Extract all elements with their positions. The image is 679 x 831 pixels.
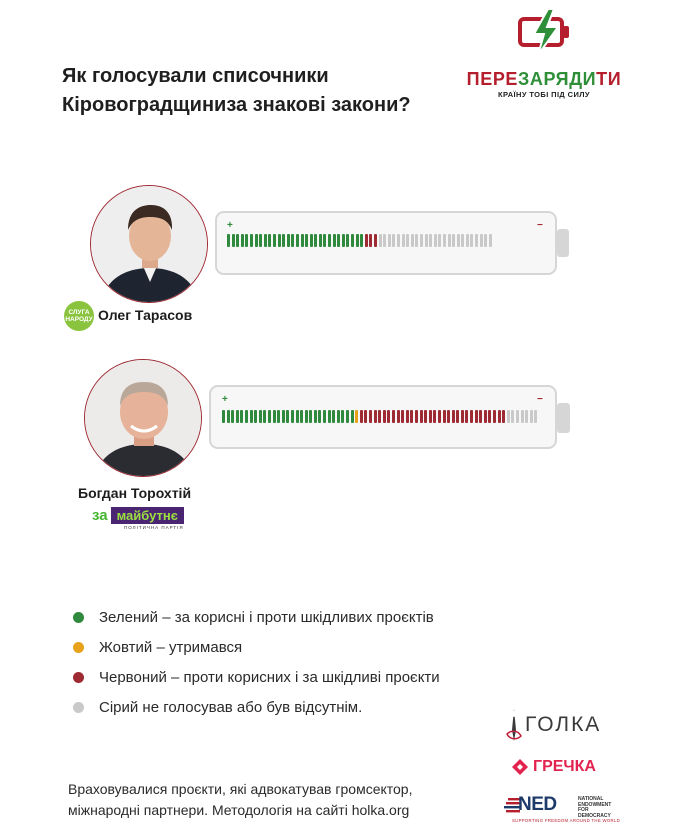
- red-vote-bar: [365, 234, 368, 247]
- battery-cap: [557, 403, 570, 433]
- green-vote-bar: [236, 410, 239, 423]
- green-vote-bar: [309, 410, 312, 423]
- green-vote-bar: [346, 410, 349, 423]
- red-vote-bar: [360, 410, 363, 423]
- absent-vote-bar: [448, 234, 451, 247]
- red-vote-bar: [484, 410, 487, 423]
- absent-vote-bar: [516, 410, 519, 423]
- absent-vote-bar: [411, 234, 414, 247]
- red-vote-bar: [443, 410, 446, 423]
- party-badge-subtitle: ПОЛІТИЧНА ПАРТІЯ: [124, 525, 184, 530]
- green-vote-bar: [305, 410, 308, 423]
- battery-cap: [557, 229, 569, 257]
- red-vote-bar: [364, 410, 367, 423]
- green-vote-bar: [286, 410, 289, 423]
- page-title: [62, 62, 482, 120]
- red-vote-bar: [406, 410, 409, 423]
- brand-tagline: КРАЇНУ ТОБІ ПІД СИЛУ: [498, 90, 590, 99]
- green-vote-bar: [227, 410, 230, 423]
- green-vote-bar: [282, 234, 285, 247]
- green-vote-bar: [236, 234, 239, 247]
- methodology-note-line-1: Враховувалися проєкти, які адвокатував громсектор,: [68, 781, 413, 797]
- vote-battery: [215, 211, 571, 275]
- yellow-vote-bar: [355, 410, 358, 423]
- red-vote-bar: [374, 410, 377, 423]
- green-vote-bar: [241, 234, 244, 247]
- vote-battery: [209, 385, 573, 449]
- green-vote-bar: [300, 410, 303, 423]
- green-vote-bar: [291, 234, 294, 247]
- green-vote-bar: [264, 234, 267, 247]
- green-vote-bar: [310, 234, 313, 247]
- legend-item: [73, 632, 440, 662]
- green-vote-bar: [351, 234, 354, 247]
- green-vote-bar: [245, 410, 248, 423]
- legend-item: [73, 692, 440, 722]
- green-vote-bar: [323, 410, 326, 423]
- candidate-name: Олег Тарасов: [98, 307, 193, 323]
- green-vote-bar: [273, 410, 276, 423]
- red-vote-bar: [447, 410, 450, 423]
- absent-vote-bar: [452, 234, 455, 247]
- absent-vote-bar: [511, 410, 514, 423]
- absent-vote-bar: [475, 234, 478, 247]
- green-vote-bar: [296, 234, 299, 247]
- red-vote-bar: [374, 234, 377, 247]
- green-vote-bar: [273, 234, 276, 247]
- red-vote-bar: [461, 410, 464, 423]
- red-vote-bar: [433, 410, 436, 423]
- ned-logo: [504, 794, 624, 826]
- methodology-note: [68, 779, 488, 821]
- absent-vote-bar: [392, 234, 395, 247]
- brand-name-part-2: ЗАРЯДИ: [518, 69, 597, 89]
- green-vote-bar: [259, 234, 262, 247]
- red-vote-bar: [493, 410, 496, 423]
- party-badge-line-2: НАРОДУ: [65, 316, 93, 323]
- red-vote-bar: [415, 410, 418, 423]
- green-vote-bar: [277, 410, 280, 423]
- brand-logo: [456, 8, 632, 104]
- absent-vote-bar: [461, 234, 464, 247]
- red-vote-bar: [475, 410, 478, 423]
- red-vote-bar: [383, 410, 386, 423]
- absent-vote-bar: [489, 234, 492, 247]
- person-portrait-icon: [85, 360, 202, 477]
- green-vote-bar: [263, 410, 266, 423]
- yellow-dot-icon: [73, 642, 84, 653]
- red-vote-bar: [392, 410, 395, 423]
- party-badge-name: майбутнє: [111, 507, 184, 524]
- holka-logo-text: ГОЛКА: [525, 713, 602, 736]
- green-vote-bar: [287, 234, 290, 247]
- absent-vote-bar: [420, 234, 423, 247]
- vote-bars: [227, 234, 493, 247]
- battery-plus-sign: +: [227, 220, 233, 231]
- green-vote-bar: [328, 234, 331, 247]
- red-vote-bar: [369, 410, 372, 423]
- party-badge-prefix: за: [92, 506, 108, 524]
- red-vote-bar: [369, 234, 372, 247]
- absent-vote-bar: [470, 234, 473, 247]
- red-vote-bar: [424, 410, 427, 423]
- green-vote-bar: [250, 234, 253, 247]
- green-vote-bar: [356, 234, 359, 247]
- red-vote-bar: [438, 410, 441, 423]
- candidate-photo: [90, 185, 208, 303]
- green-vote-bar: [314, 234, 317, 247]
- green-vote-bar: [250, 410, 253, 423]
- red-vote-bar: [387, 410, 390, 423]
- green-dot-icon: [73, 612, 84, 623]
- absent-vote-bar: [484, 234, 487, 247]
- red-vote-bar: [420, 410, 423, 423]
- green-vote-bar: [328, 410, 331, 423]
- green-vote-bar: [291, 410, 294, 423]
- person-portrait-icon: [91, 186, 208, 303]
- green-vote-bar: [360, 234, 363, 247]
- green-vote-bar: [301, 234, 304, 247]
- legend-item: [73, 662, 440, 692]
- absent-vote-bar: [443, 234, 446, 247]
- grechka-logo: [511, 758, 596, 776]
- absent-vote-bar: [457, 234, 460, 247]
- page-title-line-1: Як голосували списочники: [62, 65, 329, 87]
- legend-label: Жовтий – утримався: [99, 638, 243, 656]
- absent-vote-bar: [507, 410, 510, 423]
- green-vote-bar: [319, 234, 322, 247]
- green-vote-bar: [268, 234, 271, 247]
- green-vote-bar: [259, 410, 262, 423]
- absent-vote-bar: [521, 410, 524, 423]
- absent-vote-bar: [397, 234, 400, 247]
- red-vote-bar: [452, 410, 455, 423]
- party-badge-sluha-narodu: [64, 301, 94, 331]
- legend: [73, 602, 440, 722]
- green-vote-bar: [240, 410, 243, 423]
- methodology-note-line-2: міжнародні партнери. Методологія на сайті holka.org: [68, 802, 410, 818]
- green-vote-bar: [231, 410, 234, 423]
- brand-name-part-3: ТИ: [596, 69, 622, 89]
- absent-vote-bar: [379, 234, 382, 247]
- green-vote-bar: [337, 234, 340, 247]
- red-vote-bar: [378, 410, 381, 423]
- red-vote-bar: [397, 410, 400, 423]
- brand-name: [456, 69, 632, 90]
- green-vote-bar: [346, 234, 349, 247]
- red-vote-bar: [498, 410, 501, 423]
- red-vote-bar: [470, 410, 473, 423]
- needle-icon: [505, 708, 523, 742]
- red-vote-bar: [401, 410, 404, 423]
- absent-vote-bar: [438, 234, 441, 247]
- ned-logo-text: NED: [518, 794, 557, 815]
- green-vote-bar: [254, 410, 257, 423]
- battery-minus-sign: −: [537, 394, 543, 405]
- ned-subtitle-line: FOR: [578, 807, 589, 813]
- absent-vote-bar: [534, 410, 537, 423]
- absent-vote-bar: [402, 234, 405, 247]
- ned-logo-subtitle: [578, 797, 611, 819]
- green-vote-bar: [255, 234, 258, 247]
- vote-bars: [222, 410, 539, 423]
- green-vote-bar: [314, 410, 317, 423]
- party-badge-za-maibutnie: [92, 506, 184, 524]
- red-vote-bar: [502, 410, 505, 423]
- absent-vote-bar: [466, 234, 469, 247]
- green-vote-bar: [337, 410, 340, 423]
- legend-label: Зелений – за корисні і проти шкідливих проєктів: [99, 608, 434, 626]
- ned-subtitle-line: NATIONAL: [578, 796, 604, 802]
- green-vote-bar: [245, 234, 248, 247]
- red-vote-bar: [429, 410, 432, 423]
- green-vote-bar: [318, 410, 321, 423]
- green-vote-bar: [278, 234, 281, 247]
- red-dot-icon: [73, 672, 84, 683]
- brand-name-part-1: ПЕРЕ: [466, 69, 519, 89]
- absent-vote-bar: [406, 234, 409, 247]
- green-vote-bar: [296, 410, 299, 423]
- red-vote-bar: [465, 410, 468, 423]
- green-vote-bar: [227, 234, 230, 247]
- absent-vote-bar: [383, 234, 386, 247]
- legend-label: Червоний – проти корисних і за шкідливі проєкти: [99, 668, 440, 686]
- green-vote-bar: [305, 234, 308, 247]
- legend-label: Сірий не голосував або був відсутнім.: [99, 698, 363, 716]
- green-vote-bar: [323, 234, 326, 247]
- candidate-name: Богдан Торохтій: [78, 485, 192, 501]
- gray-dot-icon: [73, 702, 84, 713]
- ned-subtitle-line: DEMOCRACY: [578, 812, 611, 819]
- ned-subtitle-line: ENDOWMENT: [578, 801, 612, 808]
- absent-vote-bar: [425, 234, 428, 247]
- ned-tagline: SUPPORTING FREEDOM AROUND THE WORLD: [512, 818, 620, 823]
- battery-minus-sign: −: [537, 220, 543, 231]
- green-vote-bar: [333, 234, 336, 247]
- green-vote-bar: [268, 410, 271, 423]
- green-vote-bar: [351, 410, 354, 423]
- red-vote-bar: [479, 410, 482, 423]
- green-vote-bar: [232, 234, 235, 247]
- grechka-logo-text: ГРЕЧКА: [533, 758, 596, 775]
- absent-vote-bar: [480, 234, 483, 247]
- green-vote-bar: [341, 410, 344, 423]
- green-vote-bar: [282, 410, 285, 423]
- red-vote-bar: [488, 410, 491, 423]
- party-badge-line-1: СЛУГА: [68, 309, 90, 316]
- holka-logo: [505, 708, 601, 742]
- absent-vote-bar: [388, 234, 391, 247]
- charging-battery-icon: [518, 8, 574, 56]
- green-vote-bar: [332, 410, 335, 423]
- green-vote-bar: [342, 234, 345, 247]
- battery-plus-sign: +: [222, 394, 228, 405]
- page-title-line-2: Кіровоградщиниза знакові закони?: [62, 94, 411, 116]
- candidate-photo: [84, 359, 202, 477]
- buckwheat-icon: [511, 758, 529, 776]
- red-vote-bar: [456, 410, 459, 423]
- absent-vote-bar: [530, 410, 533, 423]
- absent-vote-bar: [434, 234, 437, 247]
- legend-item: [73, 602, 440, 632]
- red-vote-bar: [410, 410, 413, 423]
- absent-vote-bar: [429, 234, 432, 247]
- absent-vote-bar: [525, 410, 528, 423]
- green-vote-bar: [222, 410, 225, 423]
- absent-vote-bar: [415, 234, 418, 247]
